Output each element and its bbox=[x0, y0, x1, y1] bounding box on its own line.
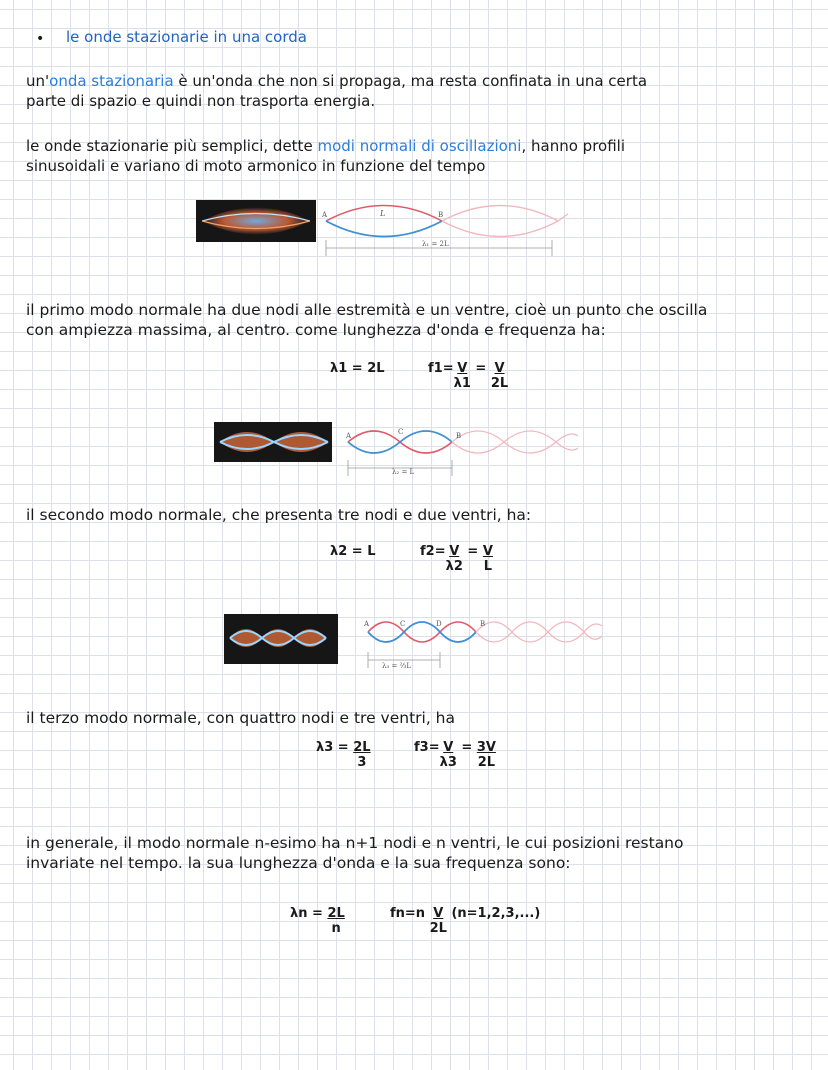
mode-2-diagram bbox=[214, 418, 594, 480]
highlight-onda-stazionaria: onda stazionaria bbox=[49, 72, 174, 90]
svg-text:λ₃ = ⅔L: λ₃ = ⅔L bbox=[382, 662, 411, 670]
svg-text:D: D bbox=[436, 620, 442, 628]
mode-1-lambda: λ1 = 2L bbox=[330, 361, 385, 376]
svg-text:B: B bbox=[480, 620, 486, 628]
mode-3-diagram bbox=[224, 610, 614, 674]
intro-paragraph-2: le onde stazionarie più semplici, dette modi normali di oscillazioni, hanno profili sinusoidali e variano di moto armonico in funzione del tempo bbox=[26, 137, 625, 175]
svg-text:C: C bbox=[400, 620, 406, 628]
general-description: in generale, il modo normale n-esimo ha n+1 nodi e n ventri, le cui posizioni restano invariate nel tempo. la sua lunghezza d'onda e la sua frequenza sono: bbox=[26, 834, 684, 872]
mode-1-frequency: $f1=\frac{V}{\lambda 1} = \frac{V}{2L}$ bbox=[428, 361, 509, 391]
svg-text:λ₂ = L: λ₂ = L bbox=[392, 468, 415, 476]
svg-text:C: C bbox=[398, 428, 404, 436]
svg-text:B: B bbox=[456, 432, 462, 440]
mode-1-diagram bbox=[196, 196, 596, 264]
figure-mode-2 bbox=[214, 418, 594, 484]
page-title: le onde stazionarie in una corda bbox=[66, 28, 307, 46]
svg-text:A: A bbox=[364, 620, 370, 628]
intro-paragraph-1: un'onda stazionaria è un'onda che non si propaga, ma resta confinata in una certa parte di spazio e quindi non trasporta energia. bbox=[26, 72, 648, 110]
bullet-icon: • bbox=[36, 31, 45, 47]
general-lambda: $\lambda n = \frac{2L}{n}$ bbox=[290, 906, 345, 936]
svg-text:A: A bbox=[322, 211, 328, 219]
mode-2-description: il secondo modo normale, che presenta tre nodi e due ventri, ha: bbox=[26, 506, 532, 524]
svg-text:λ₁ = 2L: λ₁ = 2L bbox=[422, 240, 449, 248]
general-frequency: $fn=n \frac{V}{2L} (n=1,2,3,...)$ bbox=[390, 906, 541, 936]
mode-3-frequency: $f3=\frac{V}{\lambda 3} = \frac{3V}{2L}$ bbox=[414, 740, 496, 770]
mode-1-description: il primo modo normale ha due nodi alle estremità e un ventre, cioè un punto che oscilla con ampiezza massima, al centro. come lunghezza d'onda e frequenza ha: bbox=[26, 301, 708, 339]
svg-text:B: B bbox=[438, 211, 444, 219]
svg-text:L: L bbox=[380, 209, 386, 218]
mode-2-frequency: $f2=\frac{V}{\lambda 2} = \frac{V}{L}$ bbox=[420, 544, 493, 574]
highlight-modi-normali: modi normali di oscillazioni bbox=[317, 137, 522, 155]
mode-2-lambda: λ2 = L bbox=[330, 544, 376, 559]
mode-3-lambda: $\lambda 3 = \frac{2L}{3}$ bbox=[316, 740, 371, 770]
mode-3-description: il terzo modo normale, con quattro nodi e tre ventri, ha bbox=[26, 709, 455, 727]
figure-mode-3 bbox=[224, 610, 614, 678]
figure-mode-1 bbox=[196, 196, 596, 268]
svg-text:A: A bbox=[346, 432, 352, 440]
